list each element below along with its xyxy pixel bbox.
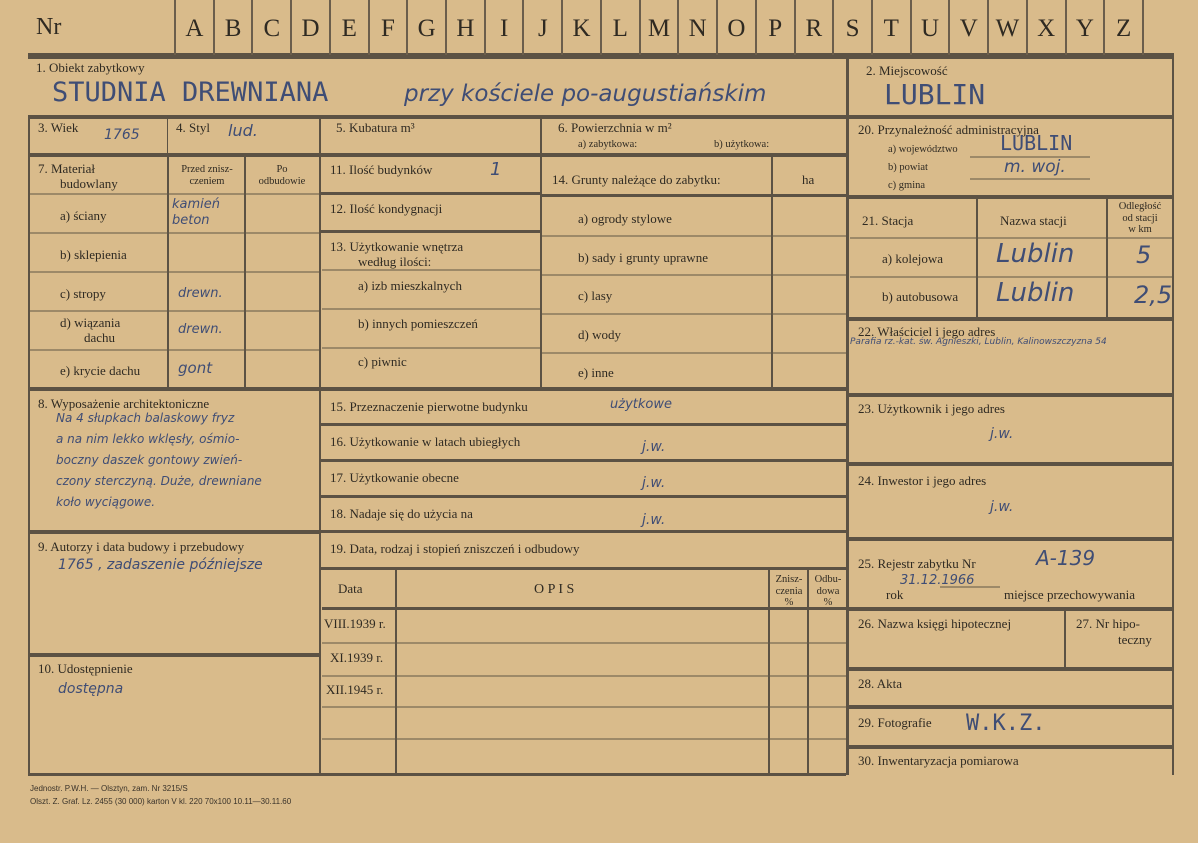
field-15-value: użytkowe <box>610 397 672 412</box>
field-28-label: 28. Akta <box>858 676 903 691</box>
field-14-d: d) wody <box>578 327 621 342</box>
field-14-a: a) ogrody stylowe <box>578 211 672 226</box>
field-20-a: a) województwo <box>888 144 958 155</box>
field-5-label: 5. Kubatura m³ <box>336 120 415 135</box>
field-19-col-opis: O P I S <box>534 582 575 597</box>
field-19-label: 19. Data, rodzaj i stopień zniszczeń i odbudowy <box>330 541 580 556</box>
index-letter-b: B <box>213 0 252 55</box>
field-7-label: 7. Materiał <box>38 161 96 176</box>
field-11-label: 11. Ilość budynków <box>330 162 433 177</box>
field-10-label: 10. Udostępnienie <box>38 661 133 676</box>
field-3-label: 3. Wiek <box>38 120 79 135</box>
field-6-sub-a: a) zabytkowa: <box>578 139 638 150</box>
field-14-c: c) lasy <box>578 288 613 303</box>
field-24-label: 24. Inwestor i jego adres <box>858 473 987 488</box>
field-8-line-3: boczny daszek gontowy zwień- <box>56 453 243 467</box>
field-16-label: 16. Użytkowanie w latach ubiegłych <box>330 434 521 449</box>
field-23-label: 23. Użytkownik i jego adres <box>858 401 1005 416</box>
field-19-date-1: VIII.1939 r. <box>324 616 386 631</box>
field-8-line-1: Na 4 słupkach balaskowy fryz <box>56 411 235 425</box>
field-18-label: 18. Nadaje się do użycia na <box>330 506 473 521</box>
field-16-value: j.w. <box>642 439 666 455</box>
alphabet-index-row <box>174 0 1144 55</box>
field-23-value: j.w. <box>990 426 1014 442</box>
index-letter-c: C <box>251 0 290 55</box>
index-letter-i: I <box>484 0 523 55</box>
field-29-label: 29. Fotografie <box>858 715 932 730</box>
field-13-label-2: według ilości: <box>358 254 432 269</box>
field-7-row-d-2: dachu <box>84 330 116 345</box>
index-letter-o: O <box>716 0 755 55</box>
field-7-row-a: a) ściany <box>60 208 107 223</box>
printer-imprint-2: Olszt. Z. Graf. Lz. 2455 (30 000) karton V kl. 220 70x100 10.11—30.11.60 <box>30 797 292 806</box>
index-letter-k: K <box>561 0 600 55</box>
index-letter-s: S <box>832 0 871 55</box>
field-8-line-5: koło wyciągowe. <box>56 495 156 509</box>
field-27-label: 27. Nr hipo- <box>1076 616 1140 631</box>
index-letter-l: L <box>600 0 639 55</box>
field-25-value: A-139 <box>1036 546 1096 570</box>
field-7-row-e-value: gont <box>178 359 213 377</box>
field-14-b: b) sady i grunty uprawne <box>578 250 708 265</box>
field-26-label: 26. Nazwa księgi hipotecznej <box>858 616 1012 631</box>
field-21-col-dist: Odległość od stacji w km <box>1118 201 1162 236</box>
field-7-row-a-value: kamień <box>172 197 221 212</box>
field-14-e: e) inne <box>578 365 614 380</box>
index-letter-p: P <box>755 0 794 55</box>
field-29-value: W.K.Z. <box>966 711 1046 736</box>
field-20-b: b) powiat <box>888 162 928 173</box>
index-letter-n: N <box>677 0 716 55</box>
field-24-value: j.w. <box>990 499 1014 515</box>
field-25-label: 25. Rejestr zabytku Nr <box>858 556 976 571</box>
field-7-row-c: c) stropy <box>60 286 106 301</box>
field-27-label-2: teczny <box>1118 632 1152 647</box>
field-21-col-name: Nazwa stacji <box>1000 213 1067 228</box>
field-13-b: b) innych pomieszczeń <box>358 316 478 331</box>
index-letter-e: E <box>329 0 368 55</box>
field-20-label: 20. Przynależność administracyjna <box>858 122 1039 137</box>
index-letter-z: Z <box>1103 0 1144 55</box>
index-letter-g: G <box>406 0 445 55</box>
field-7-label-2: budowlany <box>60 176 118 191</box>
index-letter-t: T <box>871 0 910 55</box>
field-8-line-2: a na nim lekko wklęsły, ośmio- <box>56 432 240 446</box>
field-18-value: j.w. <box>642 512 666 528</box>
index-letter-m: M <box>639 0 678 55</box>
field-7-row-e: e) krycie dachu <box>60 363 141 378</box>
field-21-b: b) autobusowa <box>882 289 959 304</box>
nr-label: Nr <box>36 14 62 40</box>
field-7-row-d: d) wiązania <box>60 315 121 330</box>
field-14-label: 14. Grunty należące do zabytku: <box>552 172 721 187</box>
field-19-col-zniszczenia: Znisz- czenia % <box>775 574 803 609</box>
field-8-line-4: czony sterczyną. Duże, drewniane <box>56 474 262 488</box>
field-1-value: STUDNIA DREWNIANA <box>52 77 329 108</box>
field-1-value-2: przy kościele po-augustiańskim <box>404 81 767 107</box>
index-letter-v: V <box>948 0 987 55</box>
field-19-col-data: Data <box>338 581 363 596</box>
index-letter-a: A <box>174 0 213 55</box>
field-13-a: a) izb mieszkalnych <box>358 278 462 293</box>
field-7-row-c-value: drewn. <box>178 286 223 301</box>
index-letter-u: U <box>910 0 949 55</box>
field-25-rok-label: rok <box>886 587 904 602</box>
field-30-label: 30. Inwentaryzacja pomiarowa <box>858 753 1019 768</box>
field-17-label: 17. Użytkowanie obecne <box>330 470 459 485</box>
field-3-value: 1765 <box>104 127 140 143</box>
field-20-c: c) gmina <box>888 180 926 191</box>
field-13-c: c) piwnic <box>358 354 407 369</box>
index-letter-r: R <box>794 0 833 55</box>
index-letter-d: D <box>290 0 329 55</box>
field-9-label: 9. Autorzy i data budowy i przebudowy <box>38 539 245 554</box>
field-7-row-b: b) sklepienia <box>60 247 127 262</box>
field-25-place: miejsce przechowywania <box>1004 587 1136 602</box>
index-letter-h: H <box>445 0 484 55</box>
field-1-label: 1. Obiekt zabytkowy <box>36 60 145 75</box>
field-20-b-value: m. woj. <box>1004 157 1066 177</box>
field-6-sub-b: b) użytkowa: <box>714 139 770 150</box>
index-letter-w: W <box>987 0 1026 55</box>
field-21-a-dist: 5 <box>1136 241 1152 269</box>
field-7-row-a-value-2: beton <box>172 213 210 228</box>
field-20-a-value: LUBLIN <box>1000 131 1073 155</box>
field-19-col-odbudowa: Odbu- dowa % <box>814 574 842 609</box>
field-25-rok-value: 31.12.1966 <box>900 573 975 588</box>
field-2-value: LUBLIN <box>884 78 986 111</box>
printer-imprint-1: Jednostr. P.W.H. — Olsztyn, zam. Nr 3215/S <box>30 784 188 793</box>
field-14-unit: ha <box>802 172 815 187</box>
field-17-value: j.w. <box>642 475 666 491</box>
field-4-value: lud. <box>228 121 258 140</box>
field-12-label: 12. Ilość kondygnacji <box>330 201 443 216</box>
index-letter-y: Y <box>1065 0 1104 55</box>
field-22-value: Parafia rz.-kat. św. Agnieszki, Lublin, Kalinowszczyzna 54 <box>850 337 1107 347</box>
field-9-value: 1765 , zadaszenie późniejsze <box>58 557 263 573</box>
field-2-label: 2. Miejscowość <box>866 63 948 78</box>
field-13-label: 13. Użytkowanie wnętrza <box>330 239 464 254</box>
field-21-a-name: Lublin <box>996 239 1075 269</box>
field-4-label: 4. Styl <box>176 120 210 135</box>
field-21-b-dist: 2,5 <box>1134 281 1173 309</box>
field-8-label: 8. Wyposażenie architektoniczne <box>38 396 210 411</box>
index-letter-j: J <box>522 0 561 55</box>
field-19-date-2: XI.1939 r. <box>330 650 384 665</box>
field-7-row-d-value: drewn. <box>178 322 223 337</box>
field-21-label: 21. Stacja <box>862 213 914 228</box>
field-19-date-3: XII.1945 r. <box>326 682 384 697</box>
field-22-label: 22. Właściciel i jego adres <box>858 324 996 339</box>
field-6-label: 6. Powierzchnia w m² <box>558 120 672 135</box>
field-7-col1-header: Przed znisz- czeniem <box>181 164 233 188</box>
field-11-value: 1 <box>490 159 502 180</box>
field-15-label: 15. Przeznaczenie pierwotne budynku <box>330 399 528 414</box>
index-letter-x: X <box>1026 0 1065 55</box>
index-letter-f: F <box>368 0 407 55</box>
field-7-col2-header: Po odbudowie <box>258 164 306 188</box>
field-21-a: a) kolejowa <box>882 251 944 266</box>
field-21-b-name: Lublin <box>996 278 1075 308</box>
field-10-value: dostępna <box>58 681 124 697</box>
